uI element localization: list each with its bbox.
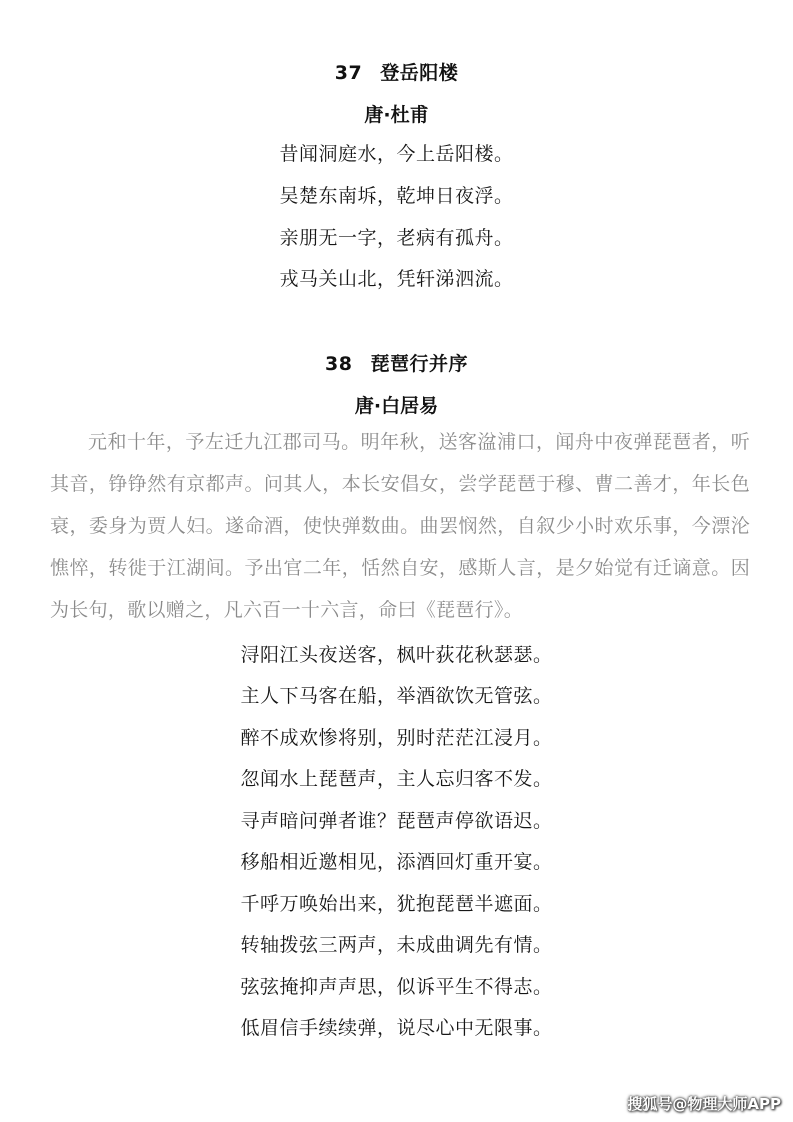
- poem37-line-3: 亲朋无一字，老病有孤舟。: [279, 227, 514, 249]
- poem38-line-3: 醉不成欢惨将别，别时茫茫江浸月。: [240, 727, 553, 749]
- poem37-line-2: 吴楚东南坼，乾坤日夜浮。: [279, 185, 514, 207]
- poem37-author: 唐·杜甫: [364, 104, 429, 126]
- poem37-title: [0, 58, 793, 85]
- poem37-line-1: 昔闻洞庭水，今上岳阳楼。: [279, 143, 514, 165]
- poem38-preface: 元和十年，予左迁九江郡司马。明年秋，送客湓浦口，闻舟中夜弹琵琶者，听其音，铮铮然有京都声。问其人，本长安倡女，尝学琵琶于穆、曹二善才，年长色衰，委身为贾人妇。遂命酒，使快弹数曲。曲罢悯然，自叙少小时欢乐事，今漂沦憔悴，转徙于江湖间。予出官二年，恬然自安，感斯人言，是夕始觉有迁谪意。因为长句，歌以赠之，凡六百一十六言，命曰《琵琶行》。: [50, 431, 750, 621]
- poem38-line-1: 浔阳江头夜送客，枫叶荻花秋瑟瑟。: [240, 644, 553, 666]
- poem38-title: [0, 349, 793, 376]
- poem38-line-10: 低眉信手续续弹，说尽心中无限事。: [240, 1017, 553, 1039]
- poem38-number: 38: [325, 353, 353, 375]
- poem37-line-4: 戎马关山北，凭轩涕泗流。: [279, 268, 514, 290]
- poem38-line-9: 弦弦掩抑声声思，似诉平生不得志。: [240, 976, 553, 998]
- poem38-title-text: 琵琶行并序: [370, 353, 468, 375]
- poem38-author: 唐·白居易: [354, 395, 439, 417]
- poem37-number: 37: [334, 62, 363, 84]
- poem38-line-2: 主人下马客在船，举酒欲饮无管弦。: [240, 685, 553, 707]
- watermark: 搜狐号@物理大师APP: [627, 1095, 781, 1113]
- poem38-line-6: 移船相近邀相见，添酒回灯重开宴。: [240, 851, 553, 873]
- poem38-line-8: 转轴拨弦三两声，未成曲调先有情。: [240, 934, 553, 956]
- poem37-title-text: 登岳阳楼: [380, 62, 459, 84]
- poem38-line-5: 寻声暗问弹者谁？琵琶声停欲语迟。: [240, 810, 553, 832]
- poem38-line-7: 千呼万唤始出来，犹抱琵琶半遮面。: [240, 893, 553, 915]
- poem38-line-4: 忽闻水上琵琶声，主人忘归客不发。: [240, 768, 553, 790]
